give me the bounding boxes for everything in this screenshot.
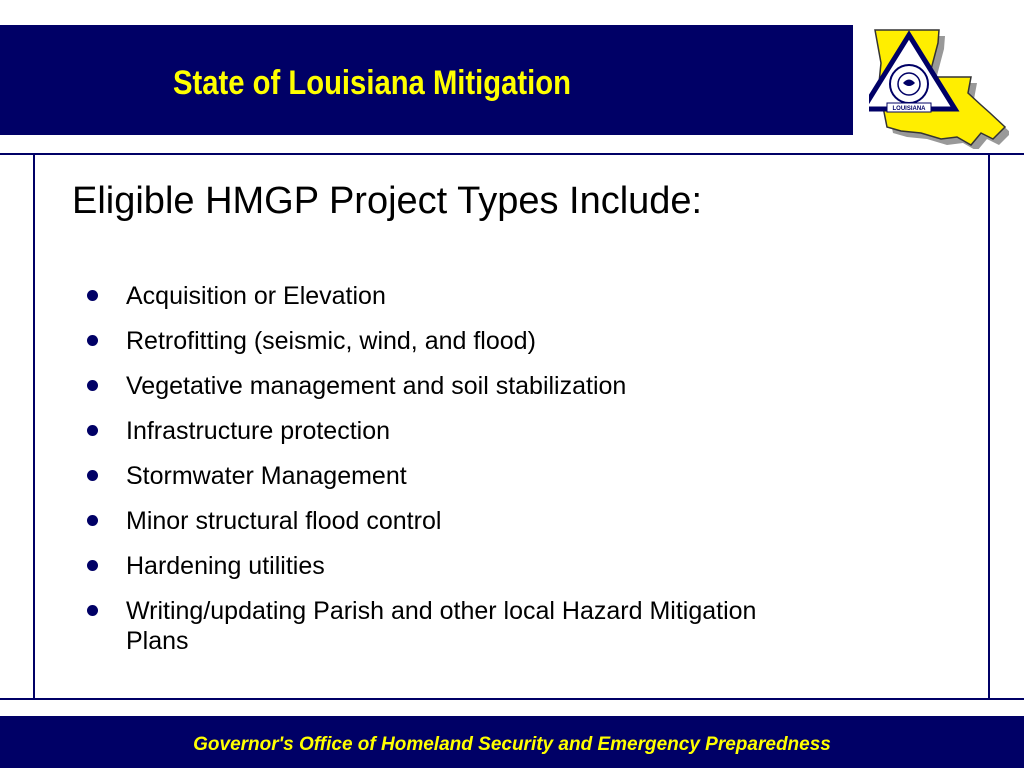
bullet-item: [85, 461, 805, 491]
bullet-list: [85, 281, 805, 671]
frame-top-rule: [0, 153, 1024, 155]
bullet-text: Infrastructure protection: [126, 417, 391, 445]
bullet-text: Minor structural flood control: [126, 507, 442, 535]
bullet-dot-icon: [87, 560, 98, 571]
bullet-item: [85, 326, 805, 356]
bullet-item: [85, 416, 805, 446]
bullet-text: Acquisition or Elevation: [126, 282, 386, 310]
bullet-dot-icon: [87, 425, 98, 436]
bullet-item: [85, 281, 805, 311]
bullet-item: [85, 551, 805, 581]
bullet-dot-icon: [87, 290, 98, 301]
bullet-text: Stormwater Management: [126, 462, 407, 490]
louisiana-map-icon: [869, 23, 1009, 149]
bullet-item: [85, 596, 805, 656]
bullet-item: [85, 506, 805, 536]
header-title: State of Louisiana Mitigation: [173, 64, 572, 102]
bullet-dot-icon: [87, 605, 98, 616]
bullet-dot-icon: [87, 335, 98, 346]
state-seal-logo: [869, 23, 1009, 149]
bullet-text: Retrofitting (seismic, wind, and flood): [126, 327, 536, 355]
bullet-item: [85, 371, 805, 401]
frame-bottom-rule: [0, 698, 1024, 700]
svg-text:LOUISIANA: LOUISIANA: [892, 106, 926, 112]
bullet-text: Writing/updating Parish and other local Hazard Mitigation Plans: [126, 597, 757, 655]
bullet-dot-icon: [87, 515, 98, 526]
bullet-dot-icon: [87, 470, 98, 481]
bullet-dot-icon: [87, 380, 98, 391]
bullet-text: Hardening utilities: [126, 552, 325, 580]
frame-right-rule: [988, 154, 990, 699]
bullet-text: Vegetative management and soil stabilization: [126, 372, 627, 400]
slide-heading: Eligible HMGP Project Types Include:: [72, 180, 703, 222]
frame-left-rule: [33, 154, 35, 699]
footer-text: Governor's Office of Homeland Security and Emergency Preparedness: [193, 734, 831, 755]
